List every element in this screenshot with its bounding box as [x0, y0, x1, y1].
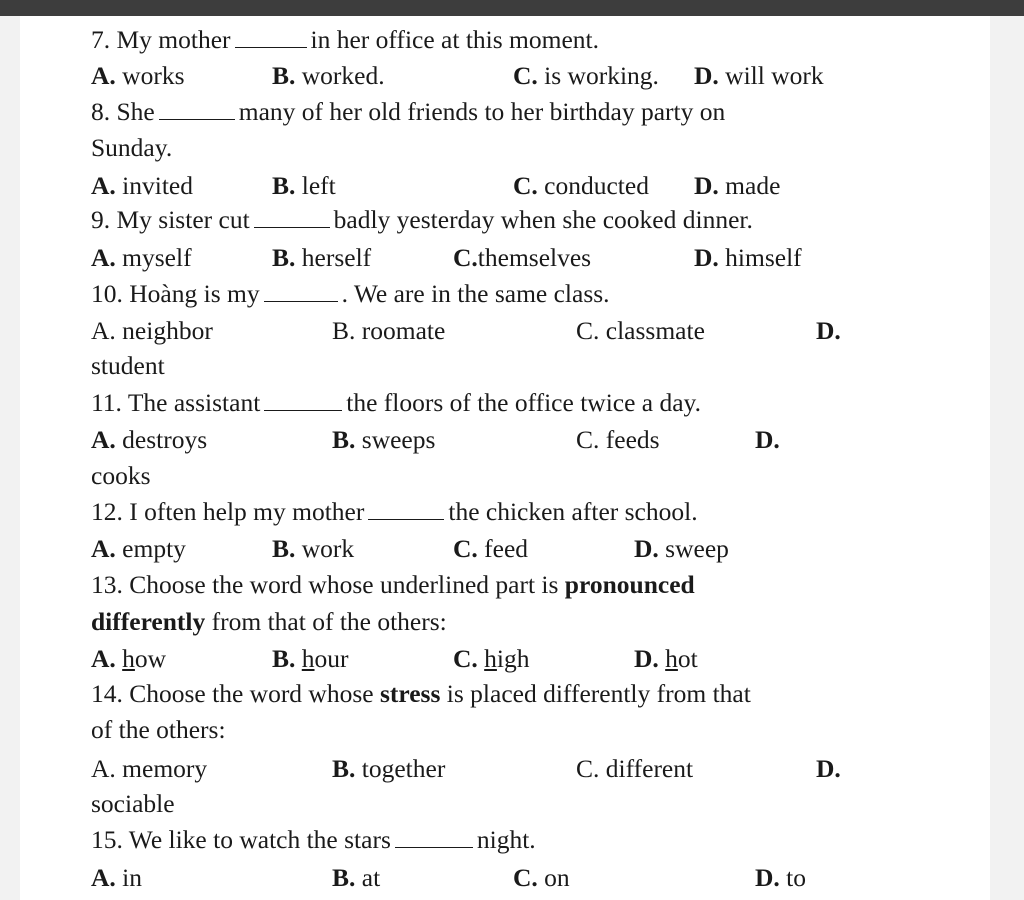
- option-d: D. hot: [634, 644, 698, 673]
- option-d: D.: [755, 425, 780, 454]
- option-a: A. in: [91, 863, 143, 892]
- question-text: in her office at this moment.: [310, 25, 599, 54]
- option-d-wrap: cooks: [91, 461, 151, 490]
- viewer-margin-left: [0, 16, 20, 900]
- question-text: badly yesterday when she cooked dinner.: [333, 205, 753, 234]
- option-c: C. classmate: [576, 316, 705, 345]
- answer-blank: [159, 99, 235, 120]
- option-a: A. invited: [91, 171, 193, 200]
- question-text: 10. Hoàng is my: [91, 279, 260, 308]
- question-text: many of her old friends to her birthday party on: [238, 97, 726, 126]
- question-text: 12. I often help my mother: [91, 497, 365, 526]
- option-d-wrap: student: [91, 351, 165, 380]
- option-d: D. will work: [694, 61, 824, 90]
- question-text: 15. We like to watch the stars: [91, 825, 391, 854]
- question-text: the chicken after school.: [448, 497, 698, 526]
- question-13: 13. Choose the word whose underlined part is pronounced: [91, 570, 695, 599]
- option-b: B. at: [332, 863, 381, 892]
- question-text: 11. The assistant: [91, 388, 261, 417]
- option-d: D.: [816, 754, 841, 783]
- option-d: D. sweep: [634, 534, 729, 563]
- question-8: [91, 97, 725, 127]
- option-c: C. conducted: [513, 171, 649, 200]
- question-15: [91, 825, 536, 855]
- option-b: B. worked.: [272, 61, 385, 90]
- option-d-wrap: sociable: [91, 789, 175, 818]
- option-c: C. is working.: [513, 61, 659, 90]
- question-14-wrap: of the others:: [91, 715, 226, 744]
- option-d: D. himself: [694, 243, 802, 272]
- question-11: [91, 388, 701, 418]
- option-d: D.: [816, 316, 841, 345]
- option-a: A. empty: [91, 534, 186, 563]
- answer-blank: [235, 27, 307, 48]
- option-c: C. different: [576, 754, 694, 783]
- option-c: C. feed: [453, 534, 529, 563]
- question-text: 8. She: [91, 97, 155, 126]
- option-b: B. hour: [272, 644, 349, 673]
- question-text: night.: [476, 825, 536, 854]
- window-top-bar: [0, 0, 1024, 16]
- question-text: the floors of the office twice a day.: [346, 388, 702, 417]
- option-b: B. roomate: [332, 316, 446, 345]
- option-a: A. works: [91, 61, 185, 90]
- question-12: [91, 497, 698, 527]
- option-c: C. on: [513, 863, 570, 892]
- question-8-wrap: Sunday.: [91, 133, 173, 162]
- question-7: [91, 25, 599, 55]
- viewer-margin-right: [990, 16, 1024, 900]
- question-text: . We are in the same class.: [341, 279, 610, 308]
- option-a: A. how: [91, 644, 167, 673]
- option-a: A. destroys: [91, 425, 208, 454]
- question-10: [91, 279, 610, 309]
- option-c: C.themselves: [453, 243, 592, 272]
- question-13-wrap: differently from that of the others:: [91, 607, 447, 636]
- option-c: C. high: [453, 644, 530, 673]
- worksheet-page: [20, 16, 990, 900]
- option-b: B. together: [332, 754, 446, 783]
- option-b: B. left: [272, 171, 336, 200]
- option-a: A. myself: [91, 243, 192, 272]
- question-9: [91, 205, 753, 235]
- option-c: C. feeds: [576, 425, 660, 454]
- option-d: D. to: [755, 863, 807, 892]
- option-b: B. work: [272, 534, 355, 563]
- answer-blank: [264, 390, 342, 411]
- question-text: 7. My mother: [91, 25, 231, 54]
- option-b: B. sweeps: [332, 425, 436, 454]
- question-text: 9. My sister cut: [91, 205, 250, 234]
- question-14: 14. Choose the word whose stress is placed differently from that: [91, 679, 751, 708]
- option-d: D. made: [694, 171, 781, 200]
- option-a: A. memory: [91, 754, 208, 783]
- answer-blank: [264, 281, 338, 302]
- option-b: B. herself: [272, 243, 372, 272]
- option-a: A. neighbor: [91, 316, 213, 345]
- answer-blank: [368, 499, 444, 520]
- answer-blank: [254, 207, 330, 228]
- answer-blank: [395, 827, 473, 848]
